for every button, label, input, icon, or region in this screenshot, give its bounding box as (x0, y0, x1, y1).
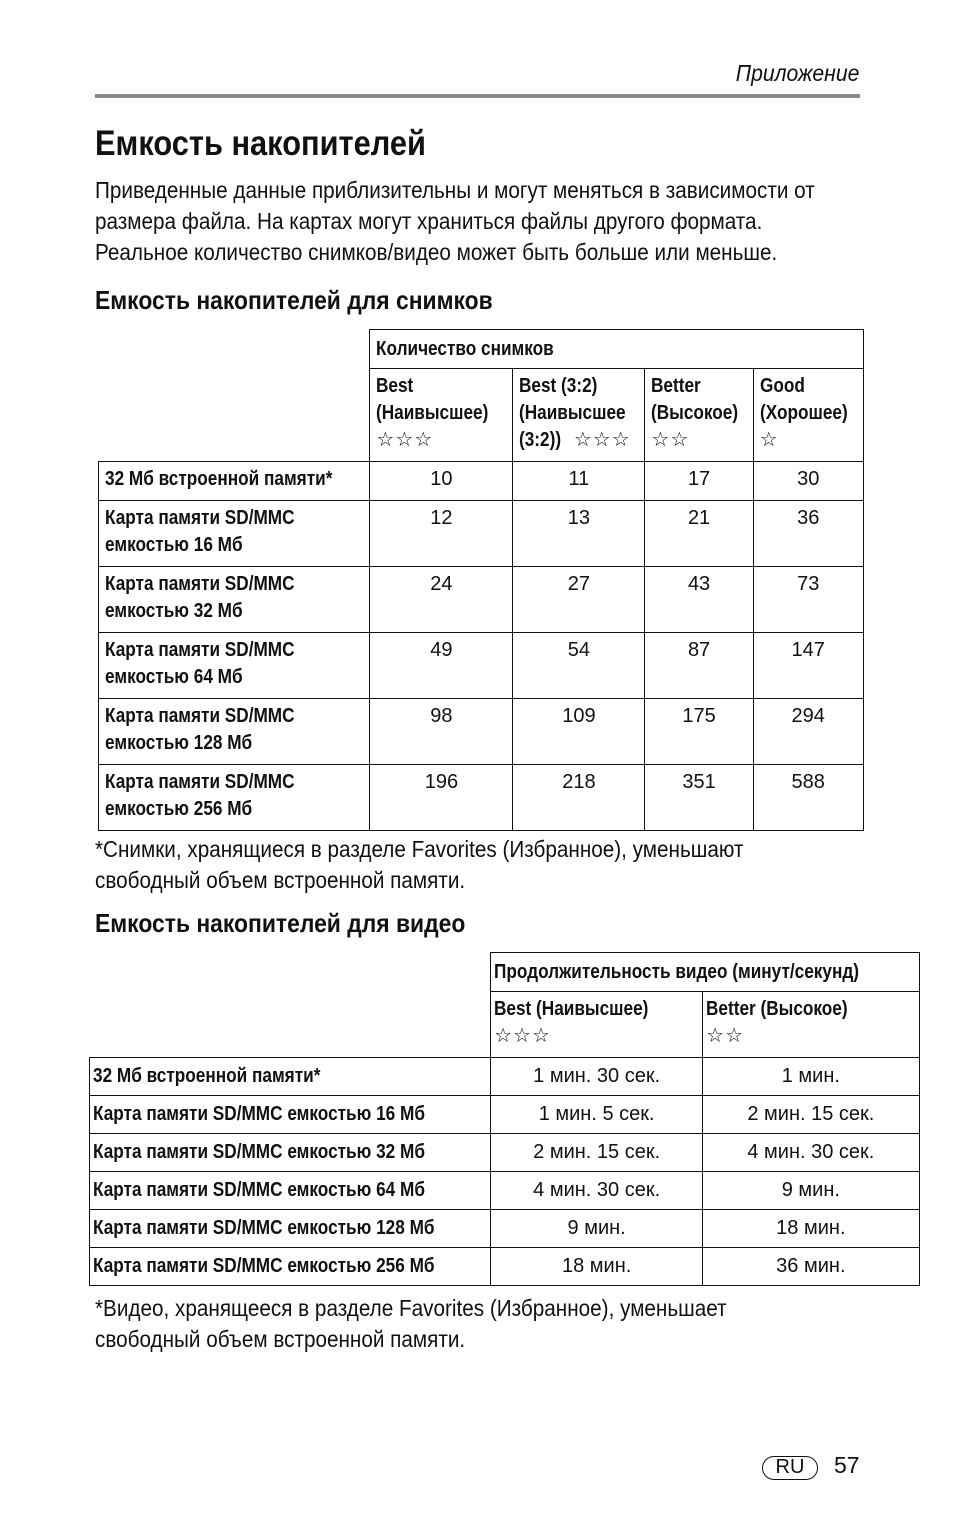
table-cell: 1 мин. 5 сек. (491, 1096, 703, 1134)
table-cell: 36 (753, 501, 863, 567)
row-label: Карта памяти SD/MMC емкостью 256 Мб (99, 765, 370, 831)
table-cell: 2 мин. 15 сек. (491, 1134, 703, 1172)
quality-stars-icon: ☆☆☆ (494, 1025, 551, 1047)
table-cell: 9 мин. (491, 1210, 703, 1248)
video-group-header: Продолжительность видео (минут/секунд) (491, 953, 919, 992)
quality-stars-icon: ☆☆☆ (573, 429, 631, 451)
intro-line: Реальное количество снимков/видео может быть больше или меньше. (95, 239, 778, 265)
intro-paragraph (95, 175, 833, 268)
table-row (99, 567, 864, 633)
table-cell: 21 (645, 501, 753, 567)
table-cell: 218 (513, 765, 645, 831)
footnote-line: *Видео, хранящееся в разделе Favorites (Избранное), уменьшает (95, 1295, 727, 1321)
video-footnote (95, 1293, 797, 1355)
table-row (99, 765, 864, 831)
table-cell: 351 (645, 765, 753, 831)
table-row (90, 1096, 920, 1134)
table-cell: 294 (753, 699, 863, 765)
photos-footnote (95, 834, 797, 896)
table-cell: 147 (753, 633, 863, 699)
intro-line: размера файла. На картах могут храниться файлы другого формата. (95, 208, 763, 234)
table-cell: 18 мин. (703, 1210, 919, 1248)
video-capacity-table (89, 952, 920, 1286)
table-cell: 10 (370, 462, 513, 501)
table-cell: 36 мин. (703, 1248, 919, 1286)
table-cell: 11 (513, 462, 645, 501)
table-cell: 54 (513, 633, 645, 699)
intro-line: Приведенные данные приблизительны и могут меняться в зависимости от (95, 177, 815, 203)
row-label: 32 Мб встроенной памяти* (99, 462, 370, 501)
table-cell: 12 (370, 501, 513, 567)
column-header-best-3-2: Best (3:2) (Наивысшее (3:2)) ☆☆☆ (513, 369, 645, 462)
footnote-line: *Снимки, хранящиеся в разделе Favorites (Избранное), уменьшают (95, 836, 744, 862)
quality-stars-icon: ☆☆ (651, 429, 690, 451)
photos-capacity-table (98, 329, 864, 831)
table-cell: 1 мин. 30 сек. (491, 1058, 703, 1096)
quality-stars-icon: ☆☆ (706, 1025, 745, 1047)
page-number: 57 (834, 1452, 860, 1478)
table-cell: 588 (753, 765, 863, 831)
footnote-line: свободный объем встроенной памяти. (95, 1326, 466, 1352)
table-cell: 196 (370, 765, 513, 831)
header-rule (95, 94, 860, 98)
row-label: Карта памяти SD/MMC емкостью 64 Мб (90, 1172, 491, 1210)
table-cell: 4 мин. 30 сек. (703, 1134, 919, 1172)
table-cell: 98 (370, 699, 513, 765)
row-label: Карта памяти SD/MMC емкостью 128 Мб (99, 699, 370, 765)
table-row (99, 699, 864, 765)
page-title: Емкость накопителей (95, 124, 426, 163)
column-header-best: Best (Наивысшее) ☆☆☆ (370, 369, 513, 462)
table-cell: 175 (645, 699, 753, 765)
table-cell: 17 (645, 462, 753, 501)
table-cell: 2 мин. 15 сек. (703, 1096, 919, 1134)
table-row (90, 1172, 920, 1210)
table-cell: 49 (370, 633, 513, 699)
row-label: Карта памяти SD/MMC емкостью 256 Мб (90, 1248, 491, 1286)
row-label: Карта памяти SD/MMC емкостью 128 Мб (90, 1210, 491, 1248)
row-label: Карта памяти SD/MMC емкостью 32 Мб (99, 567, 370, 633)
table-row (90, 1134, 920, 1172)
language-badge: RU (762, 1456, 818, 1480)
table-cell: 4 мин. 30 сек. (491, 1172, 703, 1210)
table-cell: 43 (645, 567, 753, 633)
column-header-good: Good (Хорошее) ☆ (753, 369, 863, 462)
table-row (99, 633, 864, 699)
table-row (99, 501, 864, 567)
row-label: 32 Мб встроенной памяти* (90, 1058, 491, 1096)
table-cell: 18 мин. (491, 1248, 703, 1286)
column-header-better: Better (Высокое) ☆☆ (645, 369, 753, 462)
row-label: Карта памяти SD/MMC емкостью 16 Мб (90, 1096, 491, 1134)
row-label: Карта памяти SD/MMC емкостью 64 Мб (99, 633, 370, 699)
table-cell: 27 (513, 567, 645, 633)
table-cell: 24 (370, 567, 513, 633)
table-cell: 87 (645, 633, 753, 699)
footnote-line: свободный объем встроенной памяти. (95, 867, 466, 893)
table-cell: 1 мин. (703, 1058, 919, 1096)
table-cell: 13 (513, 501, 645, 567)
table-row (90, 1210, 920, 1248)
photos-heading: Емкость накопителей для снимков (95, 285, 493, 315)
quality-stars-icon: ☆☆☆ (376, 429, 434, 451)
photos-group-header: Количество снимков (370, 330, 863, 369)
table-row (90, 1248, 920, 1286)
row-label: Карта памяти SD/MMC емкостью 16 Мб (99, 501, 370, 567)
table-row (99, 462, 864, 501)
column-header-best: Best (Наивысшее) ☆☆☆ (491, 992, 703, 1058)
column-header-better: Better (Высокое) ☆☆ (703, 992, 919, 1058)
section-title: Приложение (735, 60, 859, 86)
table-cell: 9 мин. (703, 1172, 919, 1210)
table-cell: 73 (753, 567, 863, 633)
video-heading: Емкость накопителей для видео (95, 908, 466, 938)
table-cell: 109 (513, 699, 645, 765)
table-cell: 30 (753, 462, 863, 501)
quality-stars-icon: ☆ (759, 429, 779, 451)
row-label: Карта памяти SD/MMC емкостью 32 Мб (90, 1134, 491, 1172)
table-row (90, 1058, 920, 1096)
